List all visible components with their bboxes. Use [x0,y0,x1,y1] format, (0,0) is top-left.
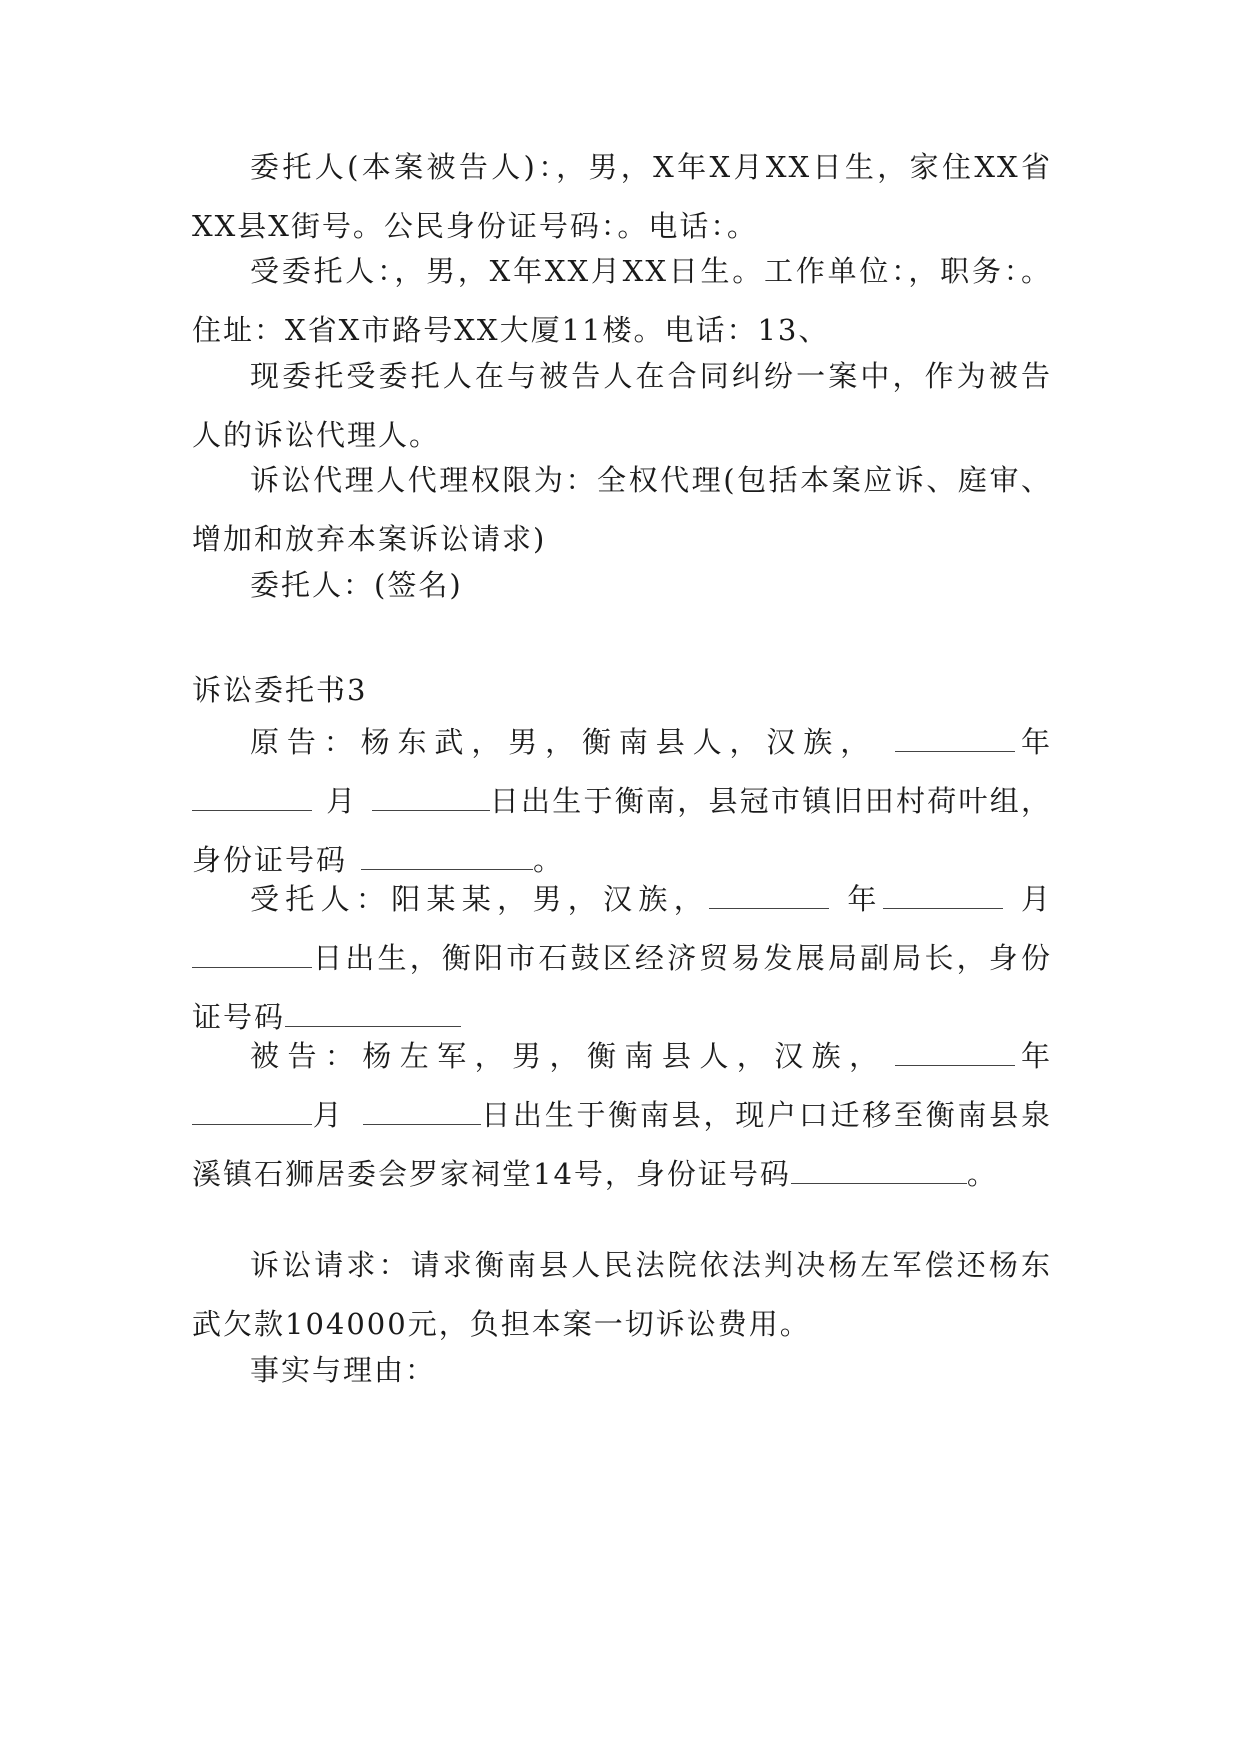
plaintiff-year: 年 [1015,725,1052,759]
trustee-paragraph [192,870,1052,1047]
section-title: 诉讼委托书3 [192,673,368,707]
defendant-text-a: 被告：杨左军，男，衡南县人，汉族， [250,1039,887,1073]
day-blank [363,1098,481,1125]
trustee-month: 月 [1016,882,1052,916]
trustee-text-a: 受托人：阳某某，男，汉族， [250,882,710,916]
defendant-year: 年 [1014,1039,1052,1073]
agent-paragraph: 受委托人：，男，X年XX月XX日生。工作单位：，职务：。住址：X省X市路号XX大厦11楼。电话：13、 [192,254,1052,347]
day-blank [192,941,312,968]
defendant-end: 。 [966,1157,998,1191]
defendant-month: 月 [312,1098,345,1132]
month-blank [192,1098,312,1125]
signature-line: 委托人：(签名) [250,568,463,602]
principal-paragraph: 委托人(本案被告人)：，男，X年X月XX日生，家住XX省XX县X街号。公民身份证号码：。电话：。 [192,150,1052,243]
day-blank [372,784,490,811]
trustee-year: 年 [843,882,883,916]
defendant-text-b: 日出生于衡南县，现户口迁移至衡南县泉溪镇石狮居委会罗家祠堂14号，身份证号码 [192,1098,1052,1191]
year-blank [895,725,1015,752]
facts-heading: 事实与理由： [250,1353,437,1387]
id-number-blank [791,1157,967,1184]
id-number-blank [361,843,533,870]
entrust-paragraph: 现委托受委托人在与被告人在合同纠纷一案中，作为被告人的诉讼代理人。 [192,359,1052,452]
year-blank [895,1039,1015,1066]
month-blank [883,882,1003,909]
trustee-text-b: 日出生，衡阳市石鼓区经济贸易发展局副局长，身份证号码 [192,941,1052,1034]
plaintiff-text-a: 原告：杨东武，男，衡南县人，汉族， [250,725,878,759]
plaintiff-month: 月 [326,784,358,818]
authority-paragraph: 诉讼代理人代理权限为：全权代理(包括本案应诉、庭审、增加和放弃本案诉讼请求) [192,463,1052,556]
plaintiff-text-b: 日出生于衡南，县冠市镇旧田村荷叶组，身份证号码 [192,784,1052,877]
plaintiff-end: 。 [533,843,565,877]
year-blank [709,882,829,909]
month-blank [192,784,312,811]
id-number-blank [285,1000,461,1027]
defendant-paragraph [192,1027,1052,1204]
plaintiff-paragraph [192,713,1052,890]
claims-paragraph: 诉讼请求：请求衡南县人民法院依法判决杨左军偿还杨东武欠款104000元，负担本案一切诉讼费用。 [192,1248,1052,1341]
